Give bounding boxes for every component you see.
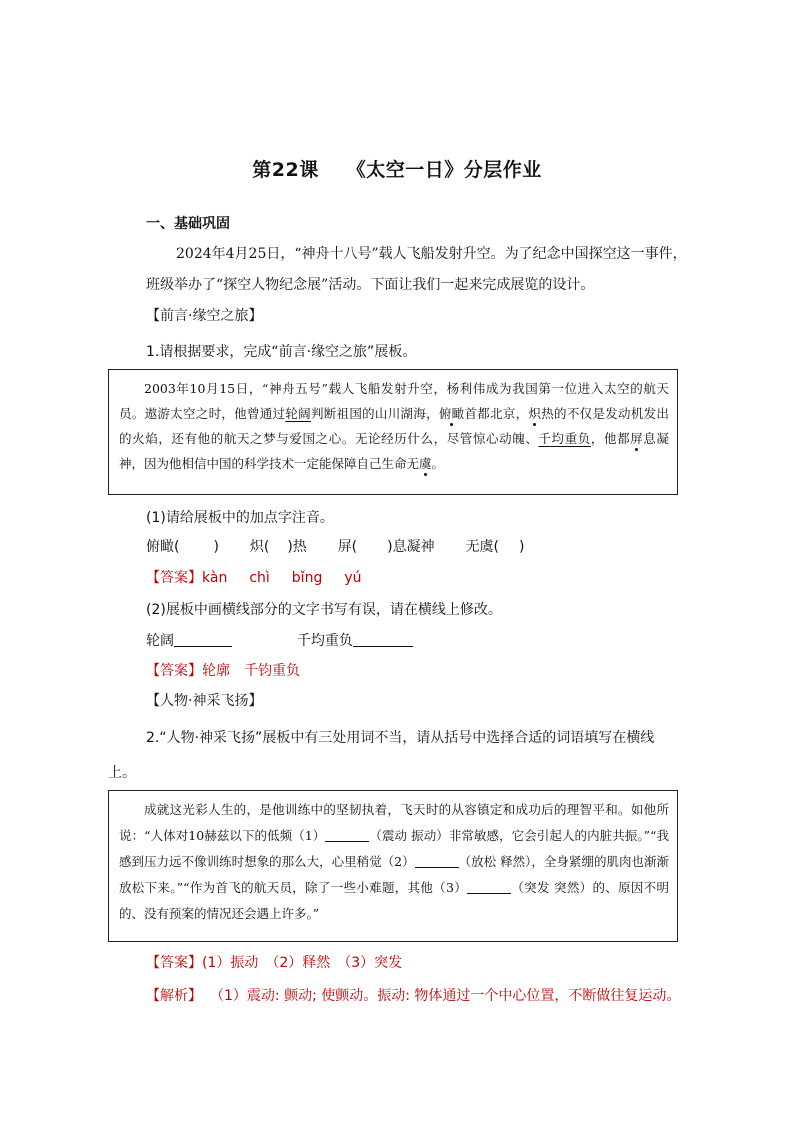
underlined-word-1: 轮阔 bbox=[285, 406, 311, 421]
analysis-text: （1）震动: 颤动; 使颤动。振动: 物体通过一个中心位置，不断做往复运动。 bbox=[210, 988, 681, 1004]
sub-question-2: (2)展板中画横线部分的文字书写有误，请在横线上修改。 bbox=[146, 602, 502, 618]
answer-label: 【答案】 bbox=[146, 663, 202, 679]
answer-pinyin-2: chì bbox=[249, 570, 270, 586]
blank-close-4: ) bbox=[519, 539, 525, 555]
blank-item-2: 炽( bbox=[249, 539, 270, 555]
analysis bbox=[146, 985, 680, 1005]
correction-row bbox=[146, 630, 413, 650]
blank-close-3: )息凝神 bbox=[387, 539, 435, 555]
exhibit-board-2 bbox=[108, 790, 678, 942]
lesson-number: 第22课 bbox=[252, 159, 319, 181]
fill-blank-2[interactable] bbox=[415, 853, 459, 868]
dotted-word-1: 俯瞰 bbox=[438, 406, 465, 421]
correction-item-2: 千均重负 bbox=[296, 633, 353, 649]
analysis-label: 【解析】 bbox=[146, 988, 202, 1004]
exhibit-board-2-text: 成就这光彩人生的，是他训练中的坚韧执着，飞天时的从容镇定和成功后的理智平和。如他所说：“人体对10赫兹以下的低频（1） （震动 振动）非常敏感，它会引起人的内脏共振。”“我感到压力远不像训练时想象的那么大，心里稍觉（2） （放松 释然），全身紧绷的肌肉也渐渐放松下来。”“作为首飞的航天员，除了一些小难题，其他（3） （突发 突然）的、原因不明的、没有预案的情况还会遇上许多。” bbox=[119, 802, 669, 921]
intro-line-2: 班级举办了“探空人物纪念展”活动。下面让我们一起来完成展览的设计。 bbox=[146, 277, 595, 293]
blank-close-2: )热 bbox=[287, 539, 307, 555]
question-2-line-2: 上。 bbox=[108, 765, 136, 781]
answer-text: (1）振动 （2）释然 （3）突发 bbox=[202, 955, 403, 971]
section-heading: 一、基础巩固 bbox=[146, 216, 230, 232]
blank-item-4: 无虞( bbox=[465, 539, 499, 555]
blank-item-1: 俯瞰( bbox=[146, 539, 180, 555]
dotted-word-3: 屏 bbox=[630, 431, 644, 446]
answer-1 bbox=[146, 567, 384, 587]
intro-line-1: 2024年4月25日，“神舟十八号”载人飞船发射升空。为了纪念中国探空这一事件， bbox=[176, 246, 687, 262]
blank-close-1: ) bbox=[213, 539, 219, 555]
fill-blank-3[interactable] bbox=[467, 879, 511, 894]
exhibit-board-1-text: 2003年10月15日，“神舟五号”载人飞船发射升空，杨利伟成为我国第一位进入太空的航天员。遨游太空之时，他曾通过轮阔判断祖国的山川湖海，俯瞰首都北京，炽热的不仅是发动机发出的火焰，还有他的航天之梦与爱国之心。无论经历什么，尽管惊心动魄、千均重负，他都屏息凝神，因为他相信中国的科学技术一定能保障自己生命无虞。 bbox=[119, 381, 669, 471]
question-2-line-1: 2.“人物·神采飞扬”展板中有三处用词不当，请从括号中选择合适的词语填写在横线 bbox=[146, 730, 655, 746]
part1-label: 【前言·缘空之旅】 bbox=[146, 308, 263, 324]
answer-label: 【答案】 bbox=[146, 570, 202, 586]
answer-pinyin-1: kàn bbox=[202, 570, 228, 586]
pinyin-blanks-row bbox=[146, 536, 524, 556]
underlined-word-2: 千均重负 bbox=[538, 431, 591, 446]
correction-blank-1[interactable] bbox=[174, 632, 232, 647]
answer-pinyin-4: yú bbox=[344, 570, 362, 586]
correction-blank-2[interactable] bbox=[353, 632, 413, 647]
answer-3 bbox=[146, 952, 402, 972]
dotted-word-2: 炽 bbox=[528, 406, 542, 421]
part2-label: 【人物·神采飞扬】 bbox=[146, 693, 263, 709]
correction-item-1: 轮阔 bbox=[146, 633, 174, 649]
fill-blank-1[interactable] bbox=[325, 827, 369, 842]
question-1: 1.请根据要求，完成“前言·缘空之旅”展板。 bbox=[146, 344, 417, 360]
page-title bbox=[0, 155, 794, 182]
lesson-title: 《太空一日》分层作业 bbox=[346, 159, 542, 181]
answer-pinyin-3: bǐng bbox=[291, 570, 323, 586]
answer-text: 轮廓 千钧重负 bbox=[202, 663, 300, 679]
answer-2 bbox=[146, 660, 300, 680]
dotted-word-4: 虞 bbox=[419, 456, 432, 471]
answer-label: 【答案】 bbox=[146, 955, 202, 971]
sub-question-1: (1)请给展板中的加点字注音。 bbox=[146, 510, 334, 526]
exhibit-board-1 bbox=[108, 369, 678, 495]
blank-item-3: 屏( bbox=[337, 539, 358, 555]
